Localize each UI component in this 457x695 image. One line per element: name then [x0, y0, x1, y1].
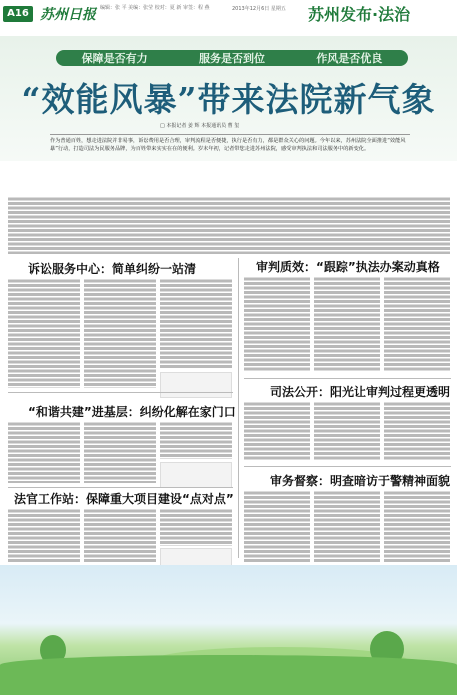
- article-column: [160, 508, 232, 546]
- section-divider: [8, 392, 233, 393]
- article-column: [8, 508, 80, 562]
- page-number-badge: A16: [3, 6, 33, 22]
- byline: □ 本报记者 姜 辉 本报通讯员 曹 玺: [160, 123, 240, 129]
- slogan-item: 服务是否到位: [198, 52, 265, 65]
- section-title-inspection: 审务督察：明查暗访于警精神面貌: [270, 474, 451, 488]
- article-column: [384, 276, 450, 372]
- slogan-band: [56, 50, 408, 66]
- lead-paragraph: 作为普通百姓，想走进法院并非易事，诉讼费用是否合理，审判流程是否便捷，执行是否有力，都是群众关心的问题。今年以来，苏州法院全面推进“效能风暴”行动，打造司法为民服务品牌，为百姓带来实实在在的便利。岁末年初，记者带您走进苏州法院，感受审判执法和司法服务中的新变化。: [50, 134, 410, 153]
- article-column: [244, 276, 310, 372]
- section-divider: [244, 466, 451, 467]
- article-column: [8, 278, 80, 388]
- section-title-trial-quality: 审判质效：“跟踪”执法办案动真格: [256, 260, 440, 274]
- article-column: [314, 401, 380, 461]
- article-column: [314, 490, 380, 562]
- article-column: [84, 421, 156, 483]
- article-column: [84, 278, 156, 388]
- section-divider: [244, 378, 451, 379]
- landscape-illustration: [0, 565, 457, 695]
- section-title-judge-station: 法官工作站：保障重大项目建设“点对点”: [14, 492, 234, 506]
- article-column: [244, 490, 310, 562]
- slogan-item: 保障是否有力: [81, 52, 148, 65]
- hero-banner: [0, 36, 457, 161]
- quote-box: [160, 372, 232, 398]
- article-column: [160, 278, 232, 368]
- column-divider: [238, 258, 239, 558]
- edition-title: 苏州发布·法治: [308, 5, 411, 24]
- article-column: [84, 508, 156, 562]
- section-title-litigation: 诉讼服务中心：简单纠纷一站清: [28, 262, 197, 276]
- headline: “效能风暴”带来法院新气象: [21, 80, 436, 119]
- article-column: [8, 421, 80, 483]
- date-line: 2013年12月6日 星期五: [232, 6, 286, 12]
- article-column: [384, 490, 450, 562]
- editors-line: 编辑：张 平 美编：张莹 校对：夏 新 审签：程 燕: [100, 5, 210, 11]
- paper-logo: 苏州日报: [40, 7, 96, 23]
- article-intro-body: [8, 196, 450, 254]
- article-column: [314, 276, 380, 372]
- slogan-item: 作风是否优良: [316, 52, 383, 65]
- article-column: [244, 401, 310, 461]
- section-title-openness: 司法公开：阳光让审判过程更透明: [270, 385, 451, 399]
- grass-shape: [0, 655, 457, 695]
- section-title-community: “和谐共建”进基层：纠纷化解在家门口: [28, 405, 236, 419]
- article-column: [384, 401, 450, 461]
- quote-box: [160, 462, 232, 488]
- article-column: [160, 421, 232, 459]
- section-divider: [8, 487, 233, 488]
- masthead: [0, 0, 457, 36]
